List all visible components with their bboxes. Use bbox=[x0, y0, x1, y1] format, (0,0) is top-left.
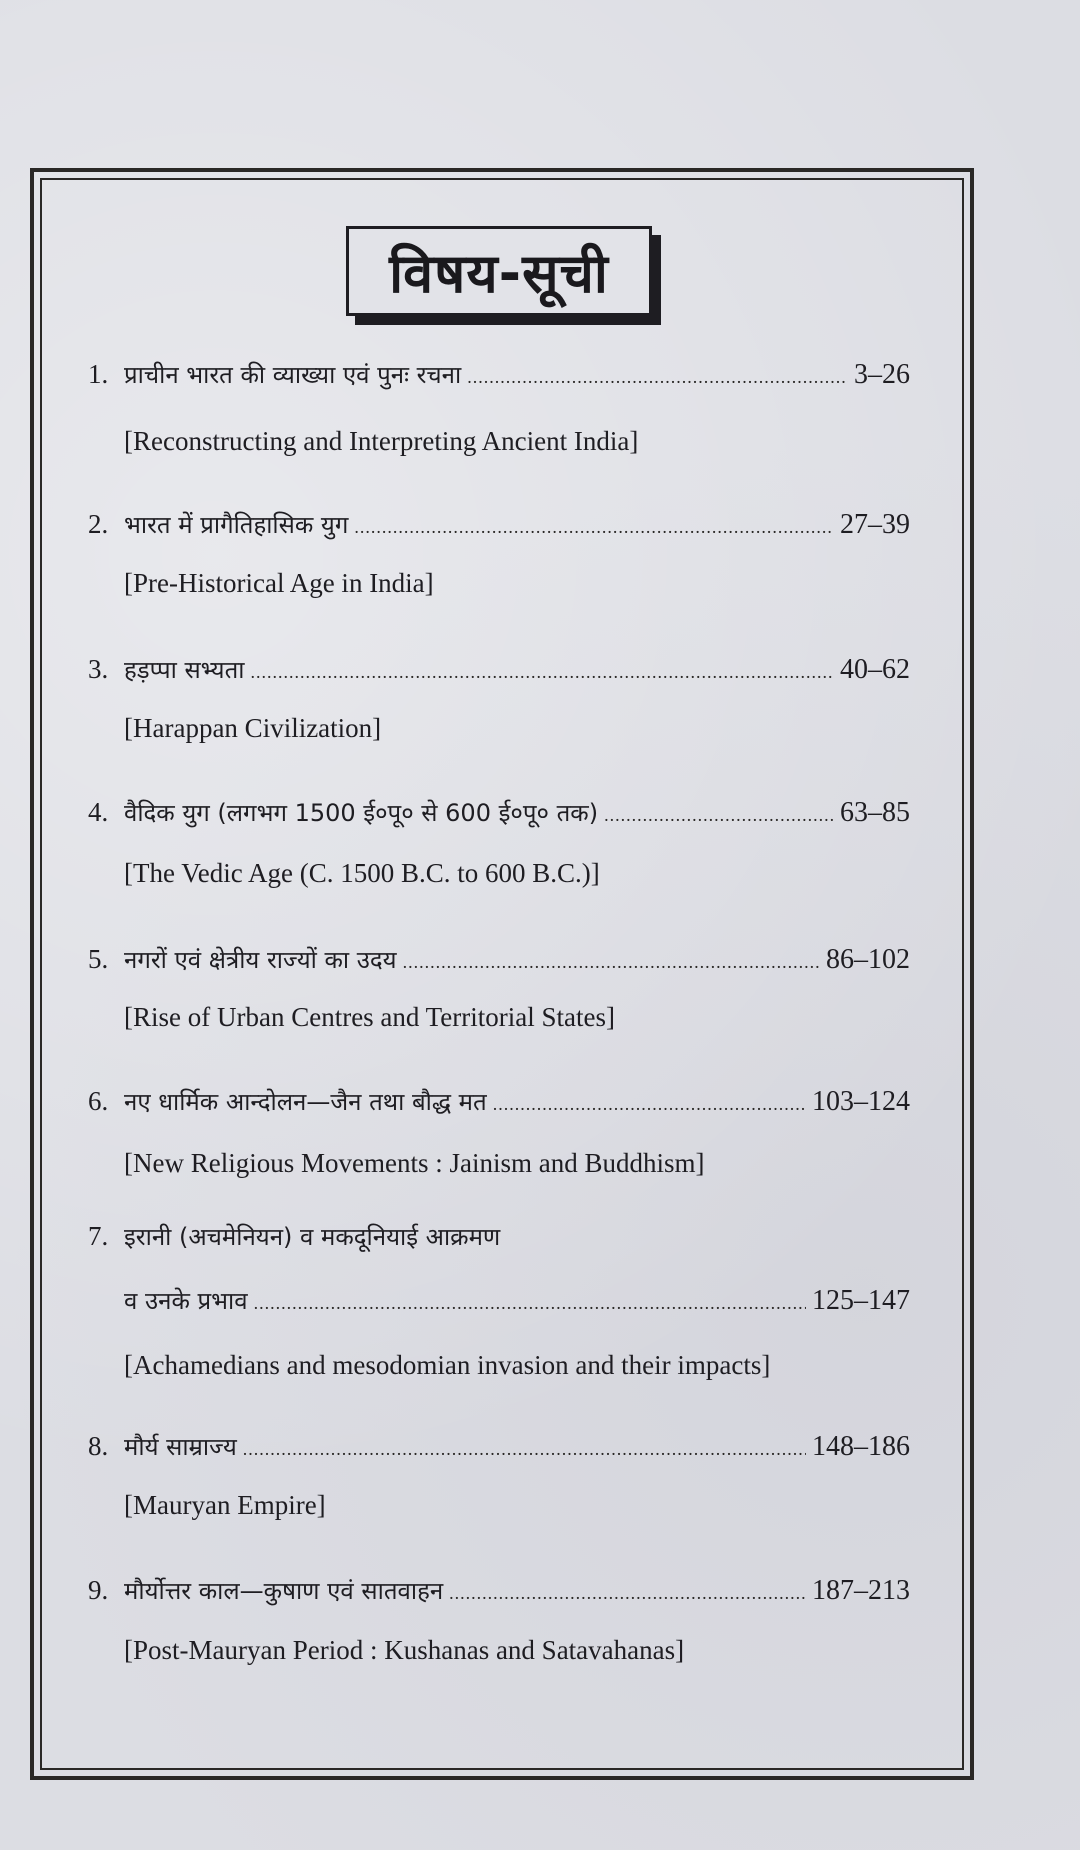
entry-number: 2. bbox=[88, 509, 109, 539]
entry-number: 8. bbox=[88, 1431, 109, 1461]
entry-number: 4. bbox=[88, 797, 109, 827]
entry-number: 1. bbox=[88, 359, 109, 389]
dot-leader bbox=[243, 1439, 806, 1460]
entry-number: 3. bbox=[88, 654, 109, 684]
toc-entry-7-continued[interactable] bbox=[124, 1284, 910, 1324]
dot-leader bbox=[254, 1293, 806, 1314]
entry-title-english: [Post-Mauryan Period : Kushanas and Satavahanas] bbox=[124, 1635, 685, 1665]
entry-number: 5. bbox=[88, 944, 109, 974]
entry-title-hindi: नगरों एवं क्षेत्रीय राज्यों का उदय bbox=[124, 946, 397, 974]
entry-title-english: [Pre-Historical Age in India] bbox=[124, 568, 434, 598]
entry-title-hindi-continued: व उनके प्रभाव bbox=[124, 1287, 248, 1315]
entry-title-english: [The Vedic Age (C. 1500 B.C. to 600 B.C.)] bbox=[124, 858, 600, 888]
dot-leader bbox=[449, 1583, 806, 1604]
entry-number: 9. bbox=[88, 1575, 109, 1605]
entry-title-hindi: नए धार्मिक आन्दोलन—जैन तथा बौद्ध मत bbox=[124, 1088, 487, 1116]
entry-title-english: [New Religious Movements : Jainism and Buddhism] bbox=[124, 1148, 705, 1178]
page-title: विषय-सूची bbox=[389, 242, 609, 305]
title-box bbox=[346, 226, 652, 316]
entry-pages: 27–39 bbox=[840, 509, 910, 540]
entry-title-english: [Reconstructing and Interpreting Ancient India] bbox=[124, 426, 639, 456]
dot-leader bbox=[250, 662, 834, 683]
toc-entry-1[interactable] bbox=[88, 358, 910, 398]
entry-title-hindi: भारत में प्रागैतिहासिक युग bbox=[124, 511, 349, 539]
entry-pages: 187–213 bbox=[812, 1575, 910, 1606]
entry-pages: 40–62 bbox=[840, 654, 910, 685]
toc-entry-4[interactable] bbox=[88, 796, 910, 836]
toc-entry-7[interactable] bbox=[88, 1220, 910, 1260]
entry-title-hindi: मौर्य साम्राज्य bbox=[124, 1433, 237, 1461]
entry-number: 6. bbox=[88, 1086, 109, 1116]
entry-pages: 63–85 bbox=[840, 797, 910, 828]
entry-pages: 86–102 bbox=[826, 944, 910, 975]
entry-pages: 3–26 bbox=[854, 359, 910, 390]
toc-entry-3[interactable] bbox=[88, 653, 910, 693]
entry-title-english: [Achamedians and mesodomian invasion and their impacts] bbox=[124, 1350, 771, 1380]
entry-title-english: [Mauryan Empire] bbox=[124, 1490, 326, 1520]
dot-leader bbox=[604, 805, 834, 826]
dot-leader bbox=[467, 367, 848, 388]
toc-entry-2[interactable] bbox=[88, 508, 910, 548]
toc-entry-5[interactable] bbox=[88, 943, 910, 983]
entry-pages: 125–147 bbox=[812, 1285, 910, 1316]
entry-title-english: [Rise of Urban Centres and Territorial States] bbox=[124, 1002, 615, 1032]
entry-title-english: [Harappan Civilization] bbox=[124, 713, 382, 743]
dot-leader bbox=[354, 517, 834, 538]
dot-leader bbox=[403, 952, 820, 973]
toc-entry-8[interactable] bbox=[88, 1430, 910, 1470]
entry-title-hindi: मौर्योत्तर काल—कुषाण एवं सातवाहन bbox=[124, 1577, 444, 1605]
entry-title-hindi: प्राचीन भारत की व्याख्या एवं पुनः रचना bbox=[124, 361, 462, 389]
entry-pages: 148–186 bbox=[812, 1431, 910, 1462]
entry-pages: 103–124 bbox=[812, 1086, 910, 1117]
entry-title-hindi: इरानी (अचमेनियन) व मकदूनियाई आक्रमण bbox=[124, 1223, 501, 1251]
toc-entry-6[interactable] bbox=[88, 1085, 910, 1125]
dot-leader bbox=[493, 1094, 806, 1115]
toc-entry-9[interactable] bbox=[88, 1574, 910, 1614]
entry-number: 7. bbox=[88, 1221, 109, 1251]
entry-title-hindi: हड़प्पा सभ्यता bbox=[124, 656, 245, 684]
entry-title-hindi: वैदिक युग (लगभग 1500 ई०पू० से 600 ई०पू० तक) bbox=[124, 799, 599, 827]
